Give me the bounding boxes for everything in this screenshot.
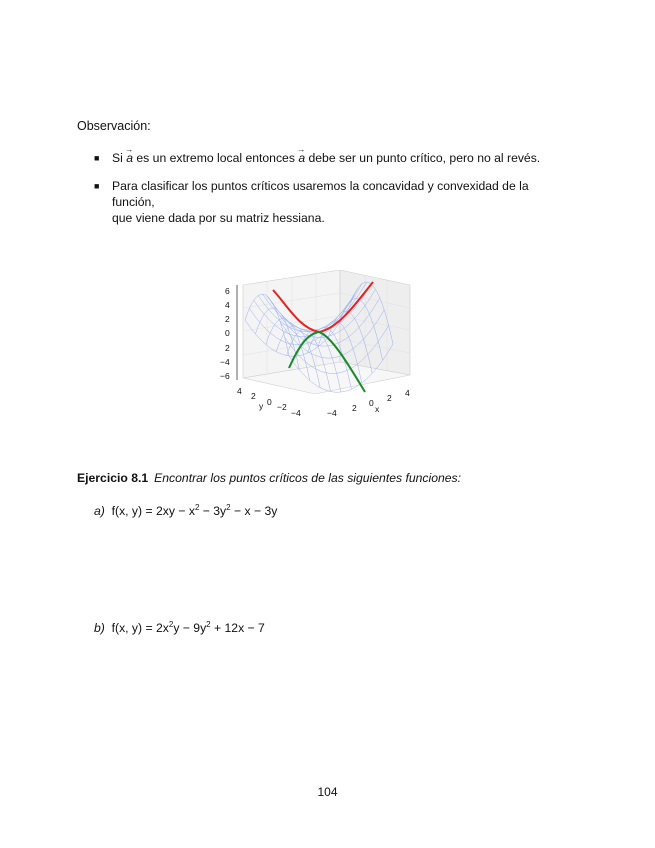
bullet-1-pre: Si [112, 151, 127, 165]
problem-a-tail: − x − 3y [230, 504, 278, 518]
bullet-square-icon: ■ [94, 153, 100, 163]
problem-b-exp2: 2 [206, 619, 211, 629]
x-tick-2: 2 [352, 403, 357, 413]
bullet-text-2 [112, 178, 574, 226]
observation-heading: Observación: [77, 119, 151, 133]
bullet-item-2 [94, 178, 574, 226]
bullet-text-1 [112, 150, 540, 166]
vector-a-2: → a [298, 151, 305, 165]
z-tick-7: −6 [220, 371, 230, 381]
problem-b-mid: y − 9y [173, 621, 207, 635]
z-tick-5: 2 [225, 343, 230, 353]
bullet-1-mid: es un extremo local entonces [133, 151, 299, 165]
problem-b-tail: + 12x − 7 [210, 621, 265, 635]
y-tick-2: 2 [251, 391, 256, 401]
x-tick-4: 2 [387, 393, 392, 403]
y-tick-4: −2 [277, 402, 287, 412]
problem-b-exp1: 2 [168, 619, 174, 629]
y-tick-3: 0 [267, 397, 272, 407]
z-tick-4: 0 [225, 328, 230, 338]
x-tick-5: 4 [405, 388, 410, 398]
problem-a [94, 504, 277, 518]
bullet-square-icon: ■ [94, 181, 100, 191]
bullet-item-1 [94, 150, 574, 166]
exercise-statement: Encontrar los puntos críticos de las siguientes funciones: [154, 471, 462, 485]
vector-a: → a [126, 151, 133, 165]
saddle-surface-plot [215, 270, 425, 420]
exercise-label: Ejercicio 8.1 [77, 471, 149, 485]
x-ticks [327, 388, 410, 418]
z-tick-2: 4 [225, 300, 230, 310]
y-tick-5: −4 [291, 408, 301, 418]
x-tick-1: −4 [327, 408, 337, 418]
bullet-2-line-1: Para clasificar los puntos críticos usaremos la concavidad y convexidad de la función, [112, 179, 529, 209]
problem-a-exp2: 2 [226, 502, 231, 512]
z-tick-1: 6 [225, 286, 230, 296]
problem-b-function: f(x, y) = 2x [111, 621, 169, 635]
y-tick-1: 4 [237, 386, 242, 396]
z-tick-3: 2 [225, 314, 230, 324]
page-number: 104 [317, 785, 338, 799]
problem-b [94, 621, 265, 635]
y-axis-label: y [259, 401, 264, 411]
exercise-heading [77, 471, 461, 485]
bullet-2-line-2: que viene dada por su matriz hessiana. [112, 211, 325, 225]
x-tick-3: 0 [369, 398, 374, 408]
problem-a-exp1: 2 [194, 502, 200, 512]
problem-b-label: b) [94, 621, 105, 635]
z-tick-6: −4 [220, 357, 230, 367]
problem-a-label: a) [94, 504, 105, 518]
problem-a-function: f(x, y) = 2xy − x [111, 504, 195, 518]
y-ticks [237, 386, 301, 418]
problem-a-mid: − 3y [199, 504, 227, 518]
x-axis-label: x [375, 404, 380, 414]
bullet-1-post: debe ser un punto crítico, pero no al revés. [305, 151, 541, 165]
z-ticks [220, 286, 230, 381]
